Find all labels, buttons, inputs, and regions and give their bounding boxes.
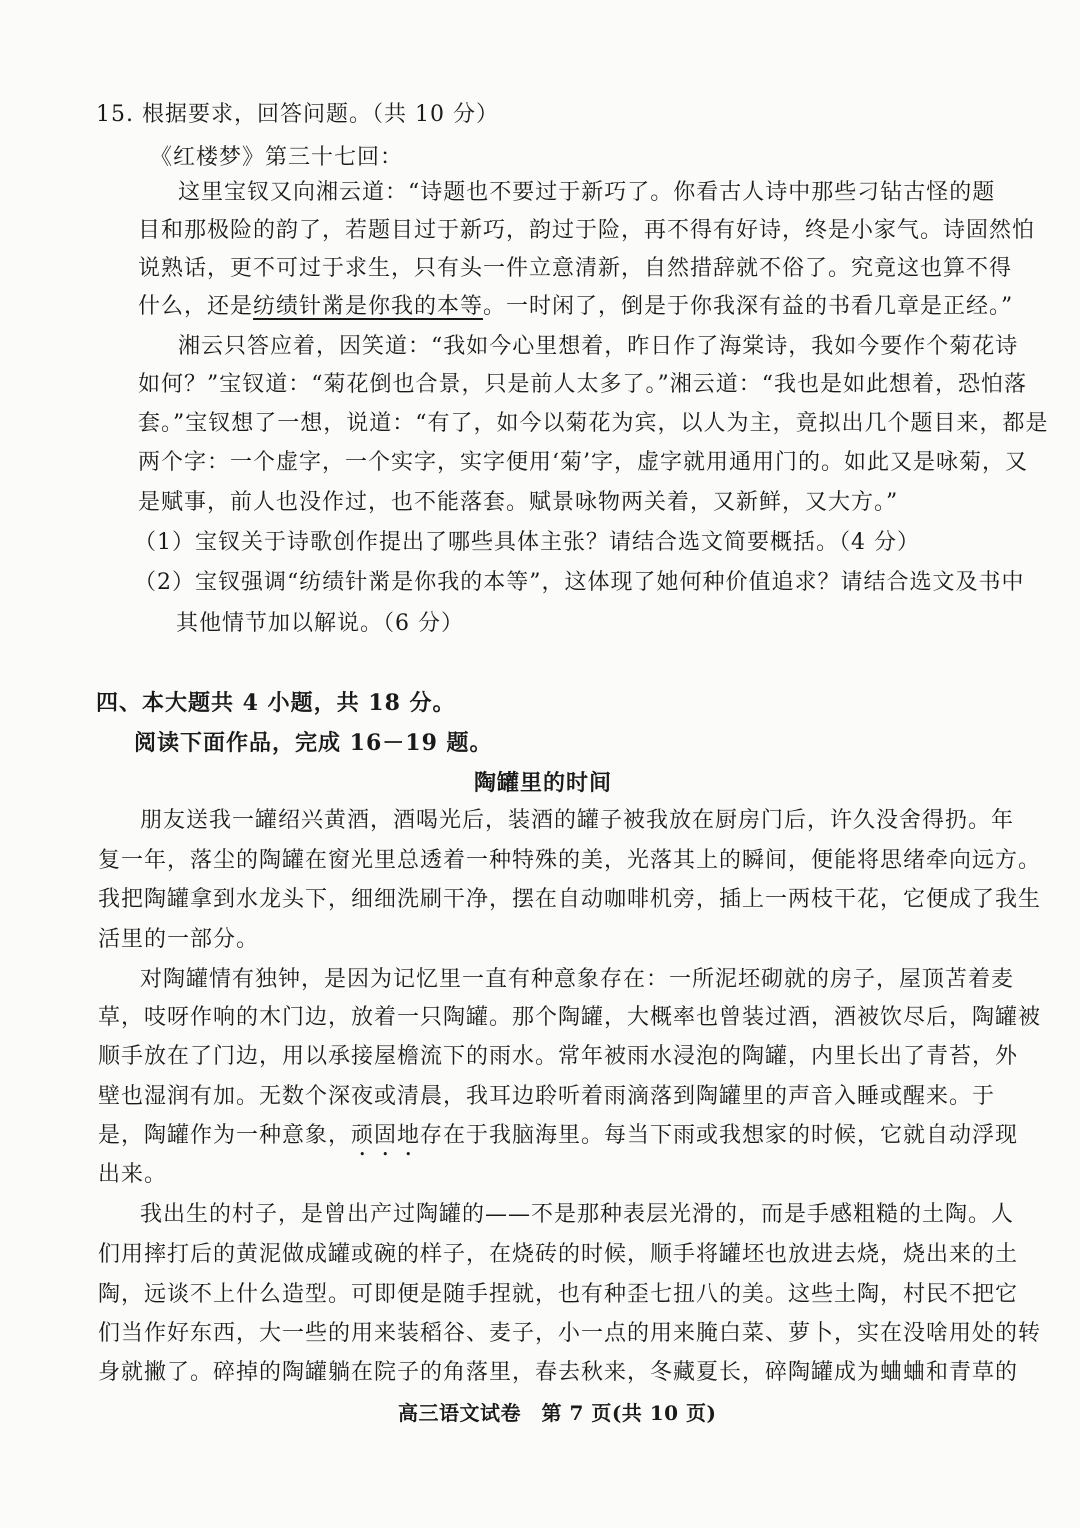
section4-heading: 四、本大题共 4 小题，共 18 分。 xyxy=(96,690,456,716)
article-p2-line4: 壁也湿润有加。无数个深夜或清晨，我耳边聆听着雨滴落到陶罐里的声音入睡或醒来。于 xyxy=(98,1084,996,1109)
q15-p1-line1: 这里宝钗又向湘云道：“诗题也不要过于新巧了。你看古人诗中那些刁钻古怪的题 xyxy=(178,180,996,205)
q15-p2-line4: 两个字：一个虚字，一个实字，实字便用‘菊’字，虚字就用通用门的。如此又是咏菊，又 xyxy=(138,450,1028,475)
article-p3-line2: 们用摔打后的黄泥做成罐或碗的样子，在烧砖的时候，顺手将罐坯也放进去烧，烧出来的土 xyxy=(98,1242,1019,1267)
article-p1-line4: 活里的一部分。 xyxy=(98,927,260,952)
q15-source: 《红楼梦》第三十七回： xyxy=(150,145,404,170)
q15-sub2-line2: 其他情节加以解说。（6 分） xyxy=(176,611,464,636)
q15-p2-line2: 如何？”宝钗道：“菊花倒也合景，只是前人太多了。”湘云道：“我也是如此想着，恐怕落 xyxy=(138,372,1027,397)
article-p3-line5: 身就撇了。碎掉的陶罐躺在院子的角落里，春去秋来，冬藏夏长，碎陶罐成为蛐蛐和青草的 xyxy=(98,1360,1019,1385)
q15-p1-line4: 什么，还是纺绩针黹是你我的本等。一时闲了，倒是于你我深有益的书看几章是正经。” xyxy=(138,294,1014,319)
article-p2-line3: 顺手放在了门边，用以承接屋檐流下的雨水。常年被雨水浸泡的陶罐，内里长出了青苔，外 xyxy=(98,1044,1019,1069)
q15-p2-line3: 套。”宝钗想了一想，说道：“有了，如今以菊花为宾，以人为主，竟拟出几个题目来，都是 xyxy=(138,411,1049,436)
section4-instruction: 阅读下面作品，完成 16－19 题。 xyxy=(134,730,493,756)
underlined-quote: 纺绩针黹是你我的本等 xyxy=(253,294,484,319)
q15-heading: 15. 根据要求，回答问题。（共 10 分） xyxy=(96,102,499,127)
article-p1-line2: 复一年，落尘的陶罐在窗光里总透着一种特殊的美，光落其上的瞬间，便能将思绪牵向远方。 xyxy=(98,848,1042,873)
q15-p2-line5: 是赋事，前人也没作过，也不能落套。赋景咏物两关着，又新鲜，又大方。” xyxy=(138,490,899,515)
q15-p1-line3: 说熟话，更不可过于求生，只有头一件立意清新，自然措辞就不俗了。究竟这也算不得 xyxy=(138,256,1013,281)
article-p2-line2: 草，吱呀作响的木门边，放着一只陶罐。那个陶罐，大概率也曾装过酒，酒被饮尽后，陶罐被 xyxy=(98,1005,1042,1030)
article-p1-line1: 朋友送我一罐绍兴黄酒，酒喝光后，装酒的罐子被我放在厨房门后，许久没舍得扔。年 xyxy=(140,808,1015,833)
page-footer: 高三语文试卷 第 7 页(共 10 页) xyxy=(398,1401,717,1425)
article-p2-line5: 是，陶罐作为一种意象，顽固地存在于我脑海里。每当下雨或我想家的时候，它就自动浮现 xyxy=(98,1123,1019,1148)
q15-p1-line2: 目和那极险的韵了，若题目过于新巧，韵过于险，再不得有好诗，终是小家气。诗固然怕 xyxy=(138,218,1036,243)
article-p1-line3: 我把陶罐拿到水龙头下，细细洗刷干净，摆在自动咖啡机旁，插上一两枝干花，它便成了我生 xyxy=(98,887,1042,912)
article-p2-line1: 对陶罐情有独钟，是因为记忆里一直有种意象存在：一所泥坯砌就的房子，屋顶苫着麦 xyxy=(140,967,1015,992)
q15-sub1: （1）宝钗关于诗歌创作提出了哪些具体主张？请结合选文简要概括。（4 分） xyxy=(134,530,920,555)
article-title: 陶罐里的时间 xyxy=(474,770,613,796)
article-p3-line3: 陶，远谈不上什么造型。可即便是随手捏就，也有种歪七扭八的美。这些土陶，村民不把它 xyxy=(98,1282,1019,1307)
q15-sub2-line1: （2）宝钗强调“纺绩针黹是你我的本等”，这体现了她何种价值追求？请结合选文及书中 xyxy=(134,570,1025,595)
dotted-emphasis: 顽固地 xyxy=(351,1123,421,1148)
q15-p2-line1: 湘云只答应着，因笑道：“我如今心里想着，昨日作了海棠诗，我如今要作个菊花诗 xyxy=(178,334,1019,359)
article-p2-line6: 出来。 xyxy=(98,1162,168,1187)
article-p3-line4: 们当作好东西，大一些的用来装稻谷、麦子，小一点的用来腌白菜、萝卜，实在没啥用处的转 xyxy=(98,1321,1042,1346)
article-p3-line1: 我出生的村子，是曾出产过陶罐的——不是那种表层光滑的，而是手感粗糙的土陶。人 xyxy=(140,1202,1015,1227)
